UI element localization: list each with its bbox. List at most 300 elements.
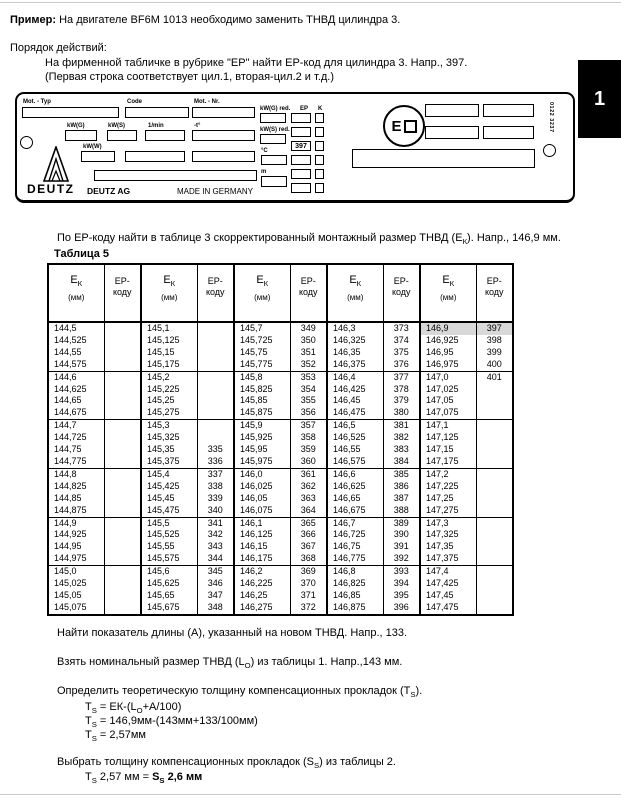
formula-ss: $T_S$ 2,57 мм = $S_S$ 2,6 мм [85,771,203,786]
table5-cell-ek: 147,475 [420,602,476,615]
table5-cell-ek: 146,275 [234,602,290,615]
table5-cell-ep: 359 [290,444,327,456]
table5-cell-ep: 377 [383,371,420,383]
e-approval-mark [383,105,425,147]
table5-cell-ek: 147,025 [420,384,476,396]
table5-cell-ep [476,517,513,529]
table5-row [48,529,513,541]
table5-cell-ek: 146,4 [327,371,383,383]
ep-box-1 [291,113,311,123]
table5-cell-ek: 145,75 [234,347,290,359]
chapter-tab-number: 1 [593,87,606,110]
procedure-step1b: (Первая строка соответствует цил.1, вторая-цил.2 и т.д.) [45,71,335,83]
table5-cell-ek: 146,975 [420,359,476,371]
field-row3c [192,151,255,162]
table5-cell-ek: 145,325 [141,432,197,444]
table5-cell-ek: 144,925 [48,529,104,541]
table5-cell-ek: 146,125 [234,529,290,541]
table5-cell-ek: 146,925 [420,335,476,347]
table5-row [48,468,513,480]
k-box-2 [315,127,324,137]
table5-cell-ep: 375 [383,347,420,359]
table5-row [48,602,513,615]
label-kw-w: kW(W) [83,144,102,150]
table5-cell-ep [104,602,141,615]
table5-cell-ep [104,335,141,347]
table5-cell-ep: 393 [383,566,420,578]
right-box-3 [425,126,479,139]
table5-cell-ek: 145,125 [141,335,197,347]
k-box-3 [315,141,324,151]
table5-container [47,263,514,616]
field-meters [261,176,287,187]
table5-cell-ek: 146,175 [234,553,290,565]
table5-cell-ep [104,517,141,529]
table5-cell-ep: 390 [383,529,420,541]
table5-cell-ek: 145,35 [141,444,197,456]
table5-cell-ek: 147,175 [420,456,476,468]
table5-cell-ep: 341 [197,517,234,529]
table5-cell-ek: 146,25 [234,590,290,602]
label-k-column: K [318,106,323,112]
ep-box-4 [291,155,311,165]
table5-cell-ep: 340 [197,505,234,517]
page-bottom-rule [0,794,621,795]
table5-row [48,590,513,602]
right-box-2 [483,104,534,117]
table5-cell-ek: 144,725 [48,432,104,444]
table5-cell-ep [476,493,513,505]
table5-row [48,395,513,407]
k-box-6 [315,183,324,193]
table5-cell-ek: 146,45 [327,395,383,407]
made-in-germany-text: MADE IN GERMANY [177,187,254,196]
find-a-line: Найти показатель длины (A), указанный на новом ТНВД. Напр., 133. [57,627,408,639]
table5-header-ep: EP- коду [104,264,141,322]
table5-row [48,347,513,359]
table5-cell-ek: 145,025 [48,578,104,590]
table5-cell-ep: 343 [197,541,234,553]
table5-cell-ek: 146,025 [234,481,290,493]
table5-row [48,553,513,565]
table5-cell-ek: 144,7 [48,420,104,432]
field-temp [192,130,255,141]
table5-row [48,578,513,590]
table5-cell-ep [104,432,141,444]
table5-cell-ek: 145,95 [234,444,290,456]
plate-part-number: 0122 3237 [548,102,554,133]
table5-cell-ep: 380 [383,407,420,419]
table5-cell-ep [197,407,234,419]
table5-cell-ek: 146,0 [234,468,290,480]
table5-cell-ep [476,420,513,432]
table5-cell-ek: 146,6 [327,468,383,480]
label-temp: -t° [194,123,201,129]
right-box-1 [425,104,479,117]
table5-cell-ek: 147,45 [420,590,476,602]
table5-cell-ek: 144,625 [48,384,104,396]
example-line [10,13,400,27]
table5-row [48,322,513,335]
field-row4-wide [94,170,257,181]
table5-cell-ep [104,493,141,505]
table5-cell-ep: 365 [290,517,327,529]
ep-box-2 [291,127,311,137]
table5-cell-ek: 145,0 [48,566,104,578]
table5-cell-ep: 345 [197,566,234,578]
table5-cell-ek: 146,15 [234,541,290,553]
table5-cell-ep: 347 [197,590,234,602]
table5-cell-ep [104,590,141,602]
table5-cell-ep: 391 [383,541,420,553]
k-box-5 [315,169,324,179]
table5-cell-ek: 145,65 [141,590,197,602]
table5-cell-ek-highlighted: 146,9 [420,322,476,335]
table5-header-ek: $E_К$ (мм) [234,264,290,322]
table5-cell-ep: 344 [197,553,234,565]
table5-cell-ep: 374 [383,335,420,347]
table5-cell-ep: 373 [383,322,420,335]
table5-cell-ek: 146,3 [327,322,383,335]
table5-header-ep: EP- коду [476,264,513,322]
label-mot-nr: Mot. - Nr. [194,99,220,105]
table5-cell-ek: 146,85 [327,590,383,602]
table5-cell-ek: 147,15 [420,444,476,456]
table5-cell-ep [104,468,141,480]
table5-cell-ep [104,481,141,493]
table5-cell-ek: 145,15 [141,347,197,359]
table5-cell-ep [476,553,513,565]
take-lo-line: Взять номинальный размер ТНВД $(L_О)$ из таблицы 1. Напр.,143 мм. [57,656,403,671]
table5-cell-ep [197,395,234,407]
table5-cell-ep [197,359,234,371]
table5-cell-ep [104,505,141,517]
table5-cell-ep: 386 [383,481,420,493]
table5-row [48,407,513,419]
table5-cell-ek: 145,55 [141,541,197,553]
field-kw-w [81,151,115,162]
label-rpm: 1/min [148,123,164,129]
table5-cell-ek: 147,125 [420,432,476,444]
label-kw-g-red: kW(G) red. [260,106,291,112]
table5-cell-ep [104,322,141,335]
table5-cell-ep [104,359,141,371]
table5-cell-ep: 368 [290,553,327,565]
table5-cell-ek: 145,575 [141,553,197,565]
deutz-logo-icon [41,146,71,182]
table5-cell-ep [104,384,141,396]
table5-cell-ek: 146,65 [327,493,383,505]
table5-cell-ep: 354 [290,384,327,396]
table5-cell-ek: 145,925 [234,432,290,444]
table5-cell-ek: 145,375 [141,456,197,468]
table5-cell-ep: 337 [197,468,234,480]
table5-cell-ek: 147,35 [420,541,476,553]
table5-cell-ek: 144,775 [48,456,104,468]
table5-header-ek: $E_К$ (мм) [48,264,104,322]
table5-cell-ep [476,505,513,517]
table5-cell-ep: 366 [290,529,327,541]
table5-cell-ek: 147,275 [420,505,476,517]
table5-cell-ep: 385 [383,468,420,480]
formula-ts-2: $T_S = 146,9мм-(143мм+133/100мм)$ [85,715,258,730]
table5-cell-ek: 146,75 [327,541,383,553]
table5-cell-ek: 145,25 [141,395,197,407]
table5-cell-ek: 146,725 [327,529,383,541]
table5-cell-ep: 371 [290,590,327,602]
table5-header-ep: EP- коду [197,264,234,322]
table5-cell-ek: 145,675 [141,602,197,615]
table5-row [48,456,513,468]
field-kw-s-red [260,134,286,144]
table5-cell-ek: 146,825 [327,578,383,590]
table5-title: Таблица 5 [54,248,110,260]
table5-cell-ep: 364 [290,505,327,517]
table5-header-ep: EP- коду [383,264,420,322]
example-text: На двигателе BF6M 1013 необходимо заменить ТНВД цилиндра 3. [56,14,401,26]
table5-cell-ek: 146,625 [327,481,383,493]
table5-cell-ep: 335 [197,444,234,456]
table5-cell-ep [476,468,513,480]
table5-cell-ek: 146,575 [327,456,383,468]
table5-cell-ep: 384 [383,456,420,468]
table5-cell-ek: 144,6 [48,371,104,383]
table5-cell-ep: 381 [383,420,420,432]
table5-cell-ep [476,590,513,602]
table5-cell-ek: 145,5 [141,517,197,529]
table5-cell-ep [197,335,234,347]
e-mark-letter: E [391,117,402,135]
field-celsius [261,155,287,165]
right-wide-box [352,149,535,168]
ek-ep-code-table [47,263,514,616]
right-mounting-hole [543,144,556,157]
table5-cell-ep [476,566,513,578]
table5-cell-ek: 145,275 [141,407,197,419]
table5-row [48,420,513,432]
table5-cell-ep: 362 [290,481,327,493]
procedure-step1: На фирменной табличке в рубрике "EP" найти EP-код для цилиндра 3. Напр., 397. [45,57,468,69]
table5-cell-ep: 336 [197,456,234,468]
table5-cell-ep: 369 [290,566,327,578]
table5-cell-ek: 145,9 [234,420,290,432]
table5-cell-ep: 350 [290,335,327,347]
table5-cell-ep [476,529,513,541]
table5-cell-ek: 144,975 [48,553,104,565]
table5-cell-ek: 145,625 [141,578,197,590]
table5-cell-ep: 396 [383,602,420,615]
procedure-label: Порядок действий: [10,42,107,54]
table5-cell-ep: 346 [197,578,234,590]
table5-cell-ep: 378 [383,384,420,396]
table5-cell-ek: 145,05 [48,590,104,602]
table5-cell-ep: 395 [383,590,420,602]
table5-cell-ek: 147,1 [420,420,476,432]
table5-cell-ek: 146,525 [327,432,383,444]
table5-cell-ep [197,432,234,444]
field-rpm [145,130,185,141]
field-kw-g-red [260,113,286,123]
table5-cell-ep [197,322,234,335]
table5-header-ek: $E_К$ (мм) [141,264,197,322]
table5-cell-ek: 146,225 [234,578,290,590]
table5-cell-ek: 145,8 [234,371,290,383]
left-mounting-hole [20,136,33,149]
deutz-nameplate-diagram [15,92,575,203]
ep-box-6 [291,183,311,193]
table5-row [48,566,513,578]
choose-ss-line: Выбрать толщину компенсационных прокладок $(S_S)$ из таблицы 2. [57,756,396,771]
table5-cell-ek: 145,2 [141,371,197,383]
table5-cell-ep: 357 [290,420,327,432]
table5-cell-ek: 145,975 [234,456,290,468]
table5-cell-ek: 144,575 [48,359,104,371]
table5-cell-ep: 356 [290,407,327,419]
table5-cell-ek: 144,65 [48,395,104,407]
table5-cell-ep: 400 [476,359,513,371]
table5-cell-ek: 146,95 [420,347,476,359]
table5-cell-ek: 144,9 [48,517,104,529]
table5-cell-ep: 376 [383,359,420,371]
table5-cell-ek: 146,875 [327,602,383,615]
field-row3b [125,151,185,162]
k-box-1 [315,113,324,123]
table5-cell-ep [476,481,513,493]
define-ts-line: Определить теоретическую толщину компенсационных прокладок $(T_S)$. [57,685,423,700]
table5-cell-ek: 146,7 [327,517,383,529]
table5-cell-ek: 147,325 [420,529,476,541]
table5-cell-ek: 146,1 [234,517,290,529]
table5-cell-ep: 383 [383,444,420,456]
table5-cell-ek: 147,3 [420,517,476,529]
table5-cell-ep: 353 [290,371,327,383]
table5-cell-ek: 145,825 [234,384,290,396]
right-box-4 [483,126,534,139]
table5-cell-ep [476,578,513,590]
table5-cell-ep [476,395,513,407]
table5-cell-ek: 147,0 [420,371,476,383]
table5-cell-ep: 358 [290,432,327,444]
table5-header-ek: $E_К$ (мм) [327,264,383,322]
table5-cell-ek: 147,4 [420,566,476,578]
table5-cell-ek: 146,35 [327,347,383,359]
table5-cell-ep [197,384,234,396]
table5-cell-ep: 361 [290,468,327,480]
table5-cell-ep [104,541,141,553]
field-code [125,107,189,118]
label-kw-s: kW(S) [108,123,125,129]
table5-cell-ep [104,529,141,541]
table5-cell-ep [104,456,141,468]
table5-cell-ek: 144,825 [48,481,104,493]
table5-cell-ek: 144,85 [48,493,104,505]
table5-cell-ek: 145,4 [141,468,197,480]
table5-cell-ek: 144,75 [48,444,104,456]
table5-cell-ek: 146,675 [327,505,383,517]
table5-cell-ek: 145,725 [234,335,290,347]
table5-header-ek: $E_К$ (мм) [420,264,476,322]
label-code: Code [127,99,142,105]
table5-cell-ep [104,444,141,456]
ep-box-3-cyl3-code: 397 [291,141,311,151]
table5-row [48,541,513,553]
table5-cell-ek: 146,425 [327,384,383,396]
table5-cell-ep: 399 [476,347,513,359]
table5-cell-ek: 144,5 [48,322,104,335]
table5-cell-ep: 339 [197,493,234,505]
table5-cell-ep-highlighted: 397 [476,322,513,335]
table5-cell-ep: 388 [383,505,420,517]
table5-cell-ep: 379 [383,395,420,407]
table5-cell-ep [104,407,141,419]
formula-ts-1: $T_S = EК-(L_О+A/100)$ [85,701,182,716]
table5-cell-ep: 387 [383,493,420,505]
table5-cell-ek: 145,425 [141,481,197,493]
table5-cell-ek: 145,475 [141,505,197,517]
table5-cell-ek: 144,675 [48,407,104,419]
table5-row [48,335,513,347]
table5-row [48,505,513,517]
table5-row [48,384,513,396]
table5-cell-ep: 370 [290,578,327,590]
table5-cell-ek: 145,225 [141,384,197,396]
label-ep-column: EP [300,106,309,112]
label-kw-s-red: kW(S) red. [260,127,290,133]
table5-cell-ep [104,347,141,359]
table5-cell-ep: 372 [290,602,327,615]
table5-cell-ep: 338 [197,481,234,493]
table5-cell-ek: 145,7 [234,322,290,335]
table5-cell-ek: 145,45 [141,493,197,505]
table5-cell-ek: 147,05 [420,395,476,407]
table5-cell-ep: 360 [290,456,327,468]
table5-cell-ek: 145,175 [141,359,197,371]
table5-cell-ek: 146,55 [327,444,383,456]
table5-cell-ep: 352 [290,359,327,371]
ek-note-line: По EP-коду найти в таблице 3 скорректированный монтажный размер ТНВД $(E_К)$. Напр., 146,9 мм. [57,232,561,247]
chapter-tab [578,60,621,138]
table5-cell-ek: 146,775 [327,553,383,565]
table5-cell-ep: 348 [197,602,234,615]
table5-cell-ek: 144,55 [48,347,104,359]
table5-cell-ek: 147,375 [420,553,476,565]
table5-cell-ek: 146,325 [327,335,383,347]
table5-row [48,432,513,444]
table5-cell-ep: 349 [290,322,327,335]
table5-cell-ep: 342 [197,529,234,541]
table5-cell-ep: 363 [290,493,327,505]
table5-row [48,359,513,371]
table5-cell-ek: 146,075 [234,505,290,517]
table5-cell-ep: 382 [383,432,420,444]
e-mark-box-icon [404,120,417,133]
field-mot-nr [192,107,255,118]
label-celsius: °C [261,148,268,154]
table5-cell-ek: 145,1 [141,322,197,335]
table5-cell-ek: 144,95 [48,541,104,553]
table5-cell-ep [476,432,513,444]
table5-cell-ep [104,420,141,432]
table5-cell-ep: 367 [290,541,327,553]
table5-cell-ep: 389 [383,517,420,529]
example-label: Пример: [10,14,57,26]
table5-cell-ep [476,541,513,553]
table5-cell-ek: 145,85 [234,395,290,407]
table5-cell-ep [197,420,234,432]
table5-cell-ep: 392 [383,553,420,565]
table5-cell-ep: 351 [290,347,327,359]
table5-cell-ek: 145,875 [234,407,290,419]
